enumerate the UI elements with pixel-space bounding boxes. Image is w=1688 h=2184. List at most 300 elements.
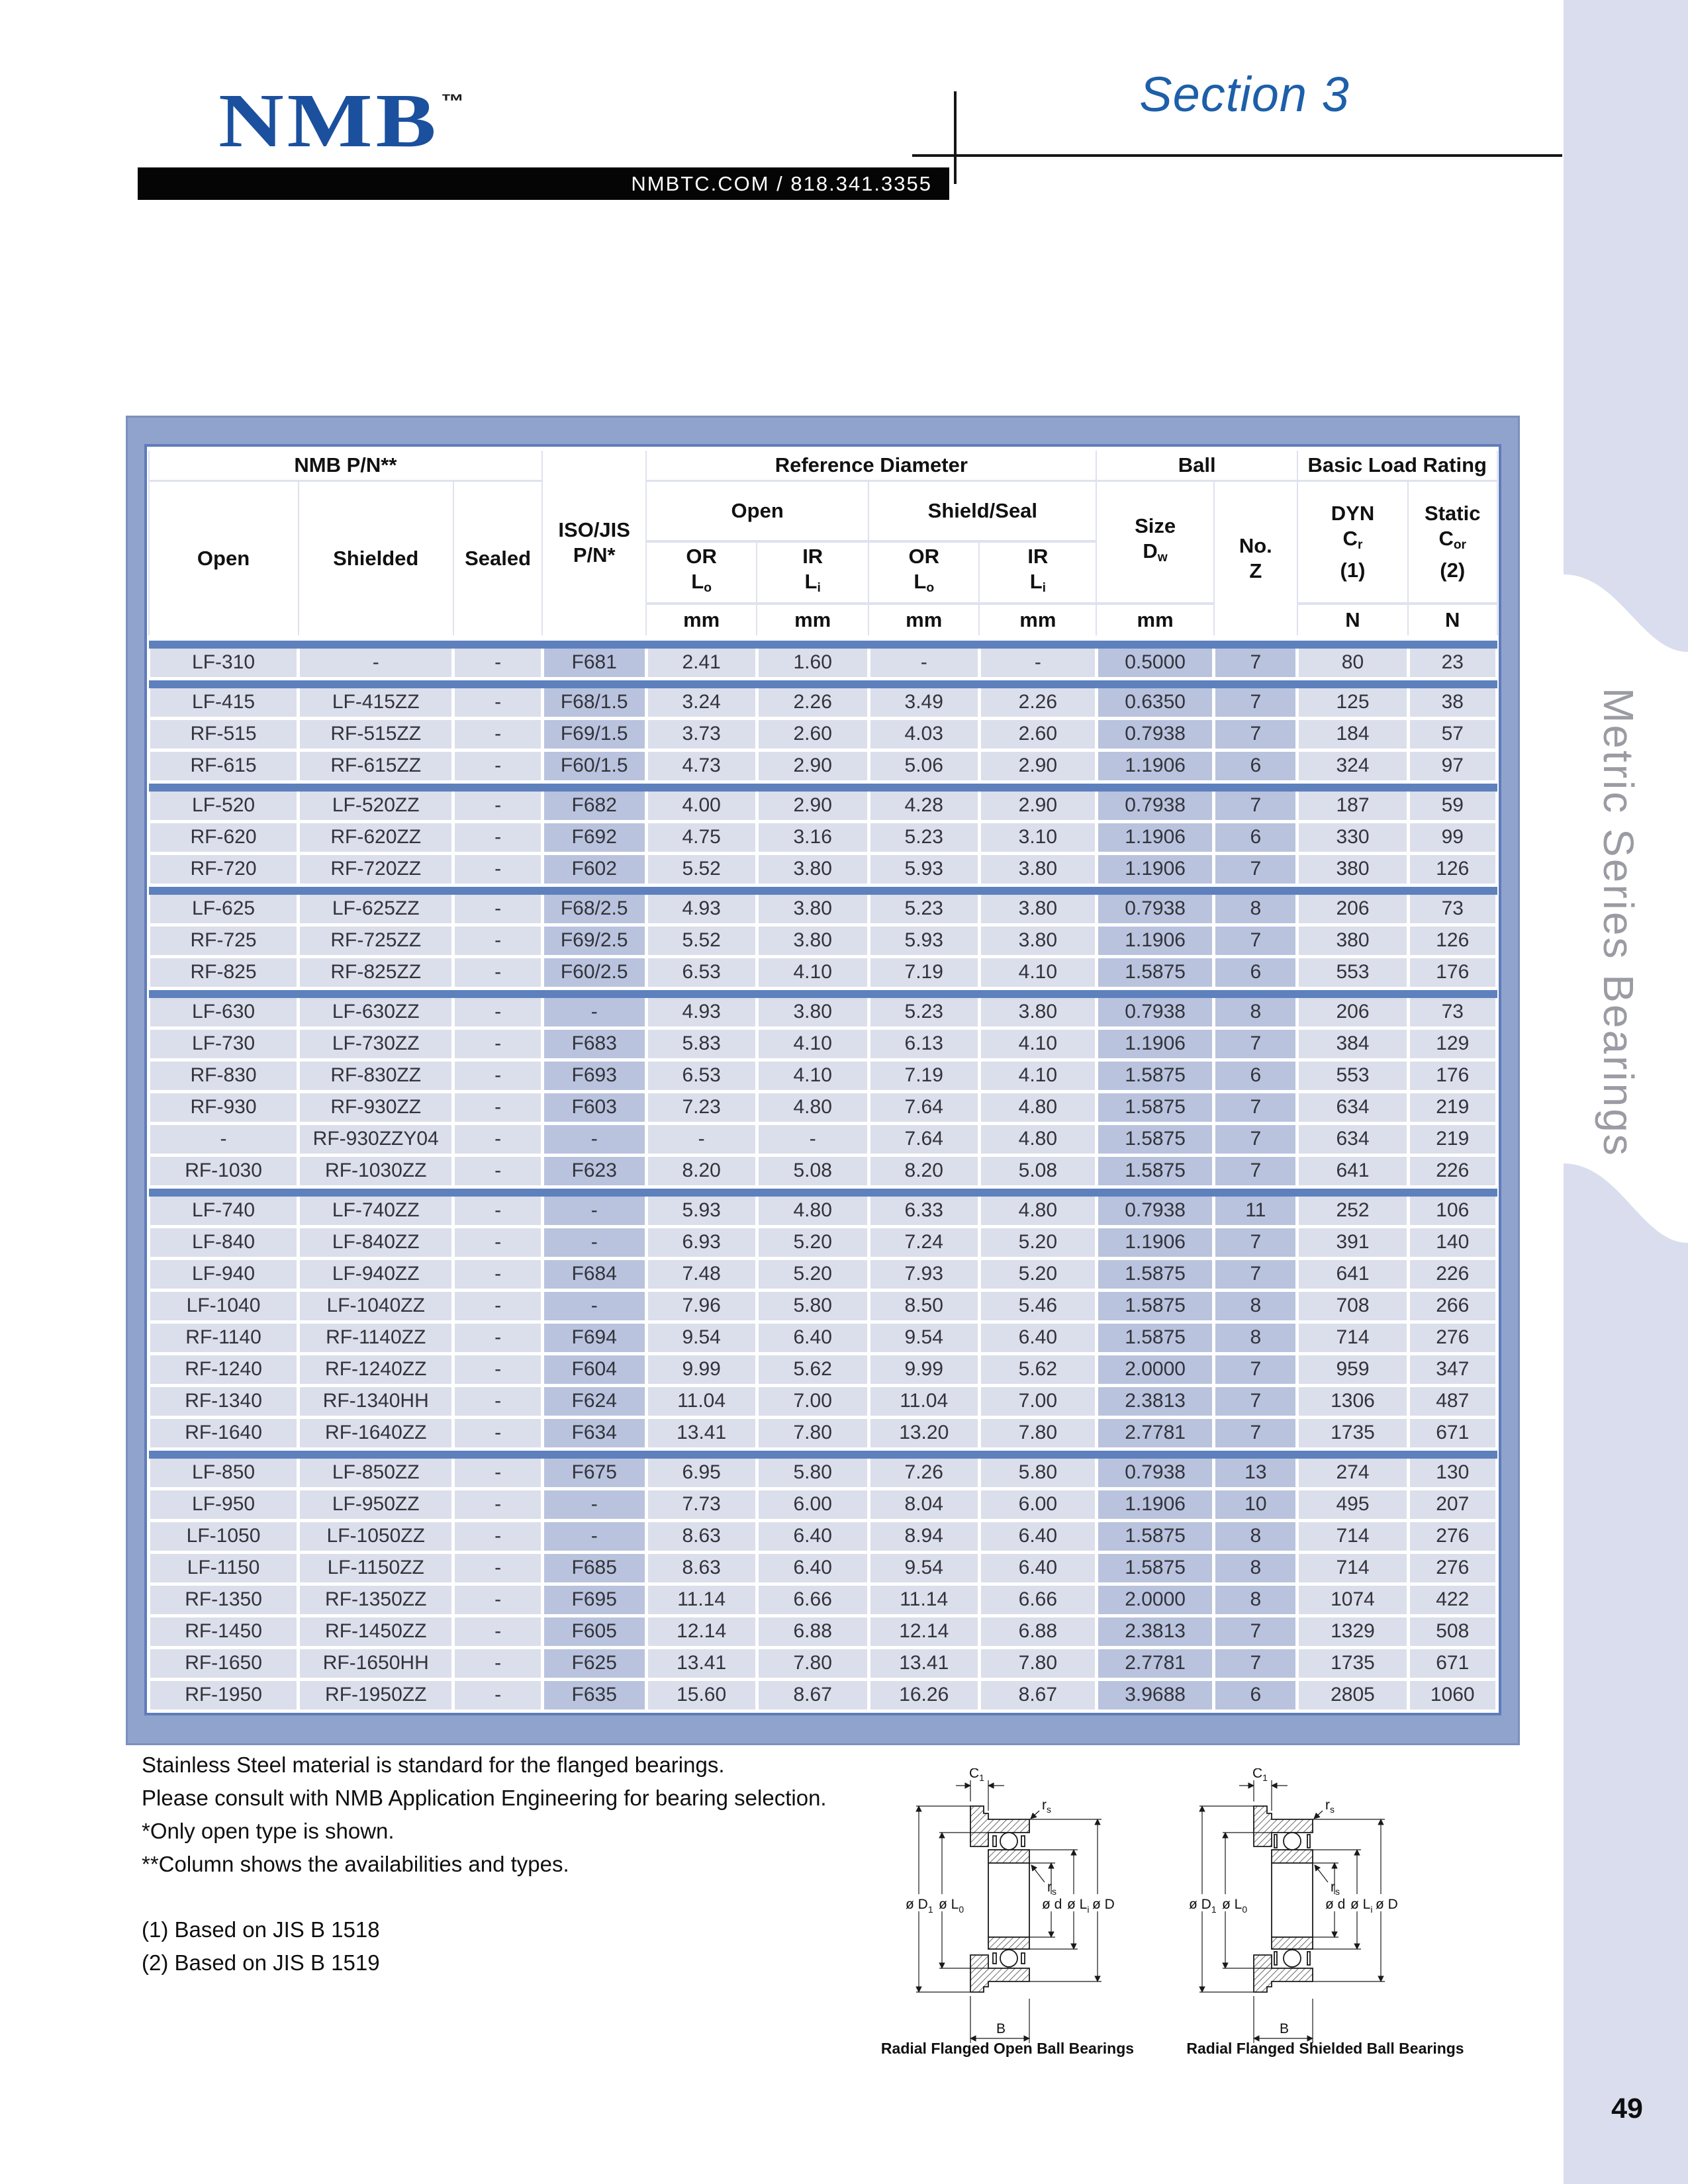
table-cell: LF-415: [149, 688, 299, 719]
table-cell: 13.41: [646, 1647, 757, 1679]
table-cell: 347: [1408, 1353, 1497, 1385]
table-cell: 7: [1214, 718, 1297, 750]
table-cell: LF-625ZZ: [299, 895, 453, 925]
table-cell: -: [453, 1615, 542, 1647]
table-cell: RF-825: [149, 956, 299, 988]
figure-shielded-bearing: [1184, 1768, 1402, 2079]
table-cell: 1.5875: [1096, 1155, 1213, 1187]
table-cell: 2.7781: [1096, 1417, 1213, 1449]
note-open-type: *Only open type is shown.: [142, 1819, 395, 1843]
table-cell: -: [453, 1258, 542, 1290]
table-cell: 7: [1214, 1155, 1297, 1187]
table-cell: 6.88: [979, 1615, 1096, 1647]
table-cell: 8.20: [868, 1155, 979, 1187]
table-cell: 4.93: [646, 895, 757, 925]
table-cell: 7.80: [757, 1647, 868, 1679]
table-cell: -: [453, 821, 542, 853]
table-cell: 634: [1297, 1091, 1408, 1123]
table-cell: 1329: [1297, 1615, 1408, 1647]
table-cell: 4.03: [868, 718, 979, 750]
footnotes: [142, 1754, 827, 1985]
table-cell: 13: [1214, 1459, 1297, 1489]
table-cell: 1.5875: [1096, 1552, 1213, 1584]
table-cell: 23: [1408, 649, 1497, 679]
table-cell: 7: [1214, 1647, 1297, 1679]
table-cell: 6.53: [646, 1060, 757, 1091]
dim-d-big: ø D: [1092, 1897, 1115, 1912]
table-cell: 553: [1297, 1060, 1408, 1091]
table-cell: 7: [1214, 1258, 1297, 1290]
table-cell: 7.80: [979, 1417, 1096, 1449]
contact-bar: [138, 167, 949, 200]
table-cell: -: [453, 1552, 542, 1584]
dim-rs-mid: $r_s$: [1047, 1880, 1056, 1897]
page-number: 49: [1611, 2093, 1643, 2124]
table-row: [149, 925, 1497, 956]
table-cell: 2.90: [757, 750, 868, 782]
unit-mm: mm: [757, 604, 868, 638]
table-cell: 4.10: [979, 1060, 1096, 1091]
table-cell: 1.5875: [1096, 1091, 1213, 1123]
table-cell: 0.7938: [1096, 998, 1213, 1028]
table-cell: 2.41: [646, 649, 757, 679]
table-cell: 1.5875: [1096, 1258, 1213, 1290]
table-cell: 6: [1214, 1679, 1297, 1711]
table-cell: 380: [1297, 925, 1408, 956]
table-cell: 7.00: [757, 1385, 868, 1417]
table-cell: 4.10: [979, 956, 1096, 988]
table-cell: LF-310: [149, 649, 299, 679]
table-cell: 2.60: [757, 718, 868, 750]
table-cell: F695: [542, 1584, 646, 1615]
table-cell: 1.1906: [1096, 1028, 1213, 1060]
col-group-basic-load-rating: Basic Load Rating: [1297, 449, 1497, 480]
table-cell: 3.24: [646, 688, 757, 719]
table-cell: 8: [1214, 1584, 1297, 1615]
table-cell: 2.26: [979, 688, 1096, 719]
table-cell: 2.3813: [1096, 1385, 1213, 1417]
table-cell: RF-1030ZZ: [299, 1155, 453, 1187]
table-cell: RF-1140: [149, 1322, 299, 1353]
table-cell: 2.7781: [1096, 1647, 1213, 1679]
table-cell: 4.10: [757, 1028, 868, 1060]
table-cell: F602: [542, 853, 646, 885]
table-cell: -: [542, 1520, 646, 1552]
table-cell: 97: [1408, 750, 1497, 782]
table-cell: -: [453, 1385, 542, 1417]
table-row: [149, 821, 1497, 853]
table-cell: -: [453, 750, 542, 782]
table-row: [149, 750, 1497, 782]
dim-d-big: ø D: [1376, 1897, 1398, 1912]
note-jis-1519: (2) Based on JIS B 1519: [142, 1950, 380, 1975]
table-cell: 4.80: [979, 1197, 1096, 1227]
table-cell: 2.90: [757, 792, 868, 822]
table-cell: 7.19: [868, 956, 979, 988]
table-cell: 6.00: [757, 1488, 868, 1520]
unit-newton: N: [1297, 604, 1408, 638]
table-cell: F623: [542, 1155, 646, 1187]
table-cell: 6.40: [979, 1552, 1096, 1584]
table-cell: -: [453, 1060, 542, 1091]
group-separator: [149, 782, 1497, 792]
table-cell: 1.5875: [1096, 1322, 1213, 1353]
table-cell: 7: [1214, 792, 1297, 822]
table-cell: LF-415ZZ: [299, 688, 453, 719]
table-cell: RF-1340HH: [299, 1385, 453, 1417]
table-row: [149, 1488, 1497, 1520]
table-cell: 3.80: [757, 998, 868, 1028]
table-cell: RF-620ZZ: [299, 821, 453, 853]
table-cell: -: [453, 1226, 542, 1258]
table-cell: 6.40: [979, 1322, 1096, 1353]
table-row: [149, 1647, 1497, 1679]
col-shield-ir: IR Li: [979, 541, 1096, 604]
table-cell: 12.14: [646, 1615, 757, 1647]
col-group-ball: Ball: [1096, 449, 1297, 480]
table-cell: F68/2.5: [542, 895, 646, 925]
table-cell: 7.48: [646, 1258, 757, 1290]
table-cell: RF-1950ZZ: [299, 1679, 453, 1711]
dim-d1: ø $D_1$: [906, 1897, 933, 1915]
table-cell: -: [453, 1028, 542, 1060]
table-cell: -: [453, 792, 542, 822]
dim-d-small: ø d: [1325, 1897, 1346, 1912]
table-cell: -: [453, 1155, 542, 1187]
table-cell: 7.64: [868, 1091, 979, 1123]
table-cell: 7: [1214, 1028, 1297, 1060]
table-cell: 6.95: [646, 1459, 757, 1489]
table-cell: 5.46: [979, 1290, 1096, 1322]
col-shielded: Shielded: [299, 480, 453, 638]
table-cell: F624: [542, 1385, 646, 1417]
table-cell: LF-850ZZ: [299, 1459, 453, 1489]
table-cell: 1.60: [757, 649, 868, 679]
table-cell: 4.80: [979, 1091, 1096, 1123]
table-cell: 125: [1297, 688, 1408, 719]
col-static-rating: Static Cor (2): [1408, 480, 1497, 604]
table-cell: -: [453, 1353, 542, 1385]
table-cell: 1306: [1297, 1385, 1408, 1417]
table-cell: 3.80: [757, 925, 868, 956]
table-cell: 7.73: [646, 1488, 757, 1520]
col-ball-count: No. Z: [1214, 480, 1297, 638]
table-cell: 0.7938: [1096, 792, 1213, 822]
table-cell: 5.52: [646, 925, 757, 956]
table-cell: RF-930ZZY04: [299, 1123, 453, 1155]
table-cell: 73: [1408, 895, 1497, 925]
table-cell: 7: [1214, 1123, 1297, 1155]
table-cell: 6.40: [757, 1520, 868, 1552]
table-cell: 9.54: [646, 1322, 757, 1353]
table-cell: 226: [1408, 1155, 1497, 1187]
table-cell: 0.7938: [1096, 1459, 1213, 1489]
table-cell: 6.93: [646, 1226, 757, 1258]
table-cell: 5.80: [757, 1459, 868, 1489]
table-cell: 6.88: [757, 1615, 868, 1647]
table-cell: F675: [542, 1459, 646, 1489]
table-cell: 8.04: [868, 1488, 979, 1520]
col-open-ir: IR Li: [757, 541, 868, 604]
table-cell: RF-1140ZZ: [299, 1322, 453, 1353]
table-cell: -: [453, 718, 542, 750]
table-cell: 708: [1297, 1290, 1408, 1322]
table-cell: 8: [1214, 1552, 1297, 1584]
table-cell: 5.93: [868, 925, 979, 956]
table-cell: 7.26: [868, 1459, 979, 1489]
table-cell: 2.26: [757, 688, 868, 719]
table-cell: 73: [1408, 998, 1497, 1028]
table-cell: 126: [1408, 925, 1497, 956]
table-cell: 1735: [1297, 1417, 1408, 1449]
table-cell: F69/1.5: [542, 718, 646, 750]
table-cell: F68/1.5: [542, 688, 646, 719]
table-cell: 276: [1408, 1552, 1497, 1584]
table-cell: 13.41: [868, 1647, 979, 1679]
table-cell: 206: [1297, 895, 1408, 925]
table-cell: F625: [542, 1647, 646, 1679]
table-cell: 4.10: [757, 956, 868, 988]
table-cell: -: [542, 1488, 646, 1520]
table-cell: 207: [1408, 1488, 1497, 1520]
table-cell: -: [453, 1459, 542, 1489]
table-cell: F604: [542, 1353, 646, 1385]
table-cell: -: [453, 956, 542, 988]
caption-open-bearing: Radial Flanged Open Ball Bearings: [880, 2040, 1135, 2057]
table-cell: F605: [542, 1615, 646, 1647]
table-cell: RF-930ZZ: [299, 1091, 453, 1123]
table-cell: 3.73: [646, 718, 757, 750]
table-cell: F685: [542, 1552, 646, 1584]
table-cell: LF-625: [149, 895, 299, 925]
table-cell: -: [453, 1488, 542, 1520]
table-cell: 80: [1297, 649, 1408, 679]
table-cell: 1.5875: [1096, 1060, 1213, 1091]
table-cell: 6.40: [757, 1552, 868, 1584]
table-cell: -: [299, 649, 453, 679]
unit-mm: mm: [979, 604, 1096, 638]
table-cell: LF-630: [149, 998, 299, 1028]
col-sealed: Sealed: [453, 480, 542, 638]
dim-rs-mid: $r_s$: [1331, 1880, 1340, 1897]
table-cell: -: [979, 649, 1096, 679]
table-cell: 38: [1408, 688, 1497, 719]
table-cell: 1.1906: [1096, 821, 1213, 853]
table-cell: LF-1050ZZ: [299, 1520, 453, 1552]
caption-shielded-bearing: Radial Flanged Shielded Ball Bearings: [1186, 2040, 1464, 2057]
table-cell: -: [542, 1197, 646, 1227]
table-cell: 6.66: [979, 1584, 1096, 1615]
table-cell: 5.62: [757, 1353, 868, 1385]
table-cell: 391: [1297, 1226, 1408, 1258]
table-cell: RF-1340: [149, 1385, 299, 1417]
col-open: Open: [149, 480, 299, 638]
table-cell: RF-830: [149, 1060, 299, 1091]
table-cell: 13.20: [868, 1417, 979, 1449]
table-row: [149, 956, 1497, 988]
table-body: [149, 638, 1497, 1711]
table-cell: 5.80: [757, 1290, 868, 1322]
table-cell: 2.0000: [1096, 1353, 1213, 1385]
dim-rs-top: $r_s$: [1042, 1797, 1051, 1815]
table-cell: -: [542, 1226, 646, 1258]
table-cell: 106: [1408, 1197, 1497, 1227]
table-row: [149, 1552, 1497, 1584]
table-row: [149, 1385, 1497, 1417]
table-cell: 5.93: [646, 1197, 757, 1227]
table-cell: 7: [1214, 1226, 1297, 1258]
table-cell: 7: [1214, 1417, 1297, 1449]
table-cell: 6: [1214, 750, 1297, 782]
table-cell: 7.00: [979, 1385, 1096, 1417]
section-title: Section 3: [1139, 67, 1350, 122]
table-cell: 959: [1297, 1353, 1408, 1385]
table-cell: RF-725: [149, 925, 299, 956]
table-cell: 1735: [1297, 1647, 1408, 1679]
table-cell: 5.80: [979, 1459, 1096, 1489]
table-row: [149, 649, 1497, 679]
table-cell: 6: [1214, 821, 1297, 853]
table-cell: 8: [1214, 998, 1297, 1028]
spec-table-frame: [126, 416, 1520, 1745]
table-cell: 1.5875: [1096, 1290, 1213, 1322]
table-cell: 6.40: [979, 1520, 1096, 1552]
table-cell: 6: [1214, 956, 1297, 988]
table-cell: 487: [1408, 1385, 1497, 1417]
table-cell: F69/2.5: [542, 925, 646, 956]
table-cell: LF-730: [149, 1028, 299, 1060]
table-row: [149, 998, 1497, 1028]
table-cell: 7: [1214, 925, 1297, 956]
table-cell: 7: [1214, 1353, 1297, 1385]
dim-c1: $C_1$: [969, 1768, 984, 1783]
table-cell: -: [453, 998, 542, 1028]
table-cell: RF-720: [149, 853, 299, 885]
table-cell: 1.5875: [1096, 956, 1213, 988]
table-cell: F603: [542, 1091, 646, 1123]
table-cell: 7.96: [646, 1290, 757, 1322]
table-cell: 5.20: [757, 1226, 868, 1258]
table-cell: RF-1650HH: [299, 1647, 453, 1679]
trademark-symbol: ™: [440, 91, 465, 113]
table-cell: 9.54: [868, 1322, 979, 1353]
table-cell: -: [453, 688, 542, 719]
table-cell: 11.04: [646, 1385, 757, 1417]
table-cell: -: [542, 1123, 646, 1155]
table-row: [149, 1615, 1497, 1647]
table-cell: 4.10: [757, 1060, 868, 1091]
table-cell: -: [453, 1647, 542, 1679]
table-row: [149, 895, 1497, 925]
note-jis-1518: (1) Based on JIS B 1518: [142, 1917, 380, 1942]
table-cell: 7: [1214, 1385, 1297, 1417]
table-cell: F681: [542, 649, 646, 679]
table-row: [149, 1028, 1497, 1060]
table-cell: 206: [1297, 998, 1408, 1028]
note-consult: Please consult with NMB Application Engineering for bearing selection.: [142, 1786, 827, 1810]
group-separator: [149, 678, 1497, 688]
table-cell: 1.5875: [1096, 1520, 1213, 1552]
table-cell: 5.23: [868, 998, 979, 1028]
dim-l0: ø $L_0$: [939, 1897, 964, 1915]
dim-c1: $C_1$: [1252, 1768, 1268, 1783]
table-cell: -: [453, 1197, 542, 1227]
dim-b: B: [1280, 2021, 1289, 2036]
note-material: Stainless Steel material is standard for the flanged bearings.: [142, 1752, 725, 1777]
table-cell: F694: [542, 1322, 646, 1353]
table-cell: F683: [542, 1028, 646, 1060]
table-cell: 4.80: [979, 1123, 1096, 1155]
table-cell: 422: [1408, 1584, 1497, 1615]
table-cell: F60/2.5: [542, 956, 646, 988]
table-cell: RF-720ZZ: [299, 853, 453, 885]
unit-mm: mm: [646, 604, 757, 638]
table-cell: 641: [1297, 1155, 1408, 1187]
table-cell: RF-615ZZ: [299, 750, 453, 782]
table-cell: 2.90: [979, 750, 1096, 782]
table-cell: 714: [1297, 1520, 1408, 1552]
table-row: [149, 1060, 1497, 1091]
table-cell: 4.73: [646, 750, 757, 782]
table-cell: 219: [1408, 1123, 1497, 1155]
table-cell: 671: [1408, 1647, 1497, 1679]
table-cell: 3.80: [757, 895, 868, 925]
side-vertical-label: Metric Series Bearings: [1595, 688, 1642, 1158]
table-row: [149, 688, 1497, 719]
col-group-nmb-pn: NMB P/N**: [149, 449, 543, 480]
table-cell: LF-1050: [149, 1520, 299, 1552]
table-cell: 226: [1408, 1258, 1497, 1290]
table-cell: -: [453, 895, 542, 925]
table-cell: 2.0000: [1096, 1584, 1213, 1615]
table-cell: RF-725ZZ: [299, 925, 453, 956]
table-cell: RF-830ZZ: [299, 1060, 453, 1091]
table-row: [149, 792, 1497, 822]
table-cell: 11: [1214, 1197, 1297, 1227]
table-cell: 5.20: [979, 1258, 1096, 1290]
table-cell: LF-1150ZZ: [299, 1552, 453, 1584]
dim-d1: ø $D_1$: [1189, 1897, 1217, 1915]
table-cell: 495: [1297, 1488, 1408, 1520]
table-cell: 12.14: [868, 1615, 979, 1647]
table-cell: -: [757, 1123, 868, 1155]
table-cell: 4.80: [757, 1091, 868, 1123]
table-cell: 130: [1408, 1459, 1497, 1489]
table-cell: 4.75: [646, 821, 757, 853]
table-cell: 6.13: [868, 1028, 979, 1060]
table-cell: RF-1240: [149, 1353, 299, 1385]
table-cell: LF-520: [149, 792, 299, 822]
dim-l0: ø $L_0$: [1222, 1897, 1248, 1915]
table-cell: 0.7938: [1096, 1197, 1213, 1227]
table-cell: 140: [1408, 1226, 1497, 1258]
table-cell: 3.49: [868, 688, 979, 719]
table-cell: 1060: [1408, 1679, 1497, 1711]
table-cell: 0.5000: [1096, 649, 1213, 679]
table-cell: 1074: [1297, 1584, 1408, 1615]
figure-open-bearing: [900, 1768, 1119, 2079]
table-cell: 7: [1214, 1091, 1297, 1123]
table-cell: 6.53: [646, 956, 757, 988]
table-cell: LF-740: [149, 1197, 299, 1227]
table-cell: 9.99: [868, 1353, 979, 1385]
col-dyn-rating: DYN Cr (1): [1297, 480, 1408, 604]
unit-newton: N: [1408, 604, 1497, 638]
table-cell: -: [149, 1123, 299, 1155]
nmb-logo: NMB™: [218, 79, 465, 163]
table-cell: RF-825ZZ: [299, 956, 453, 988]
table-cell: 7.23: [646, 1091, 757, 1123]
